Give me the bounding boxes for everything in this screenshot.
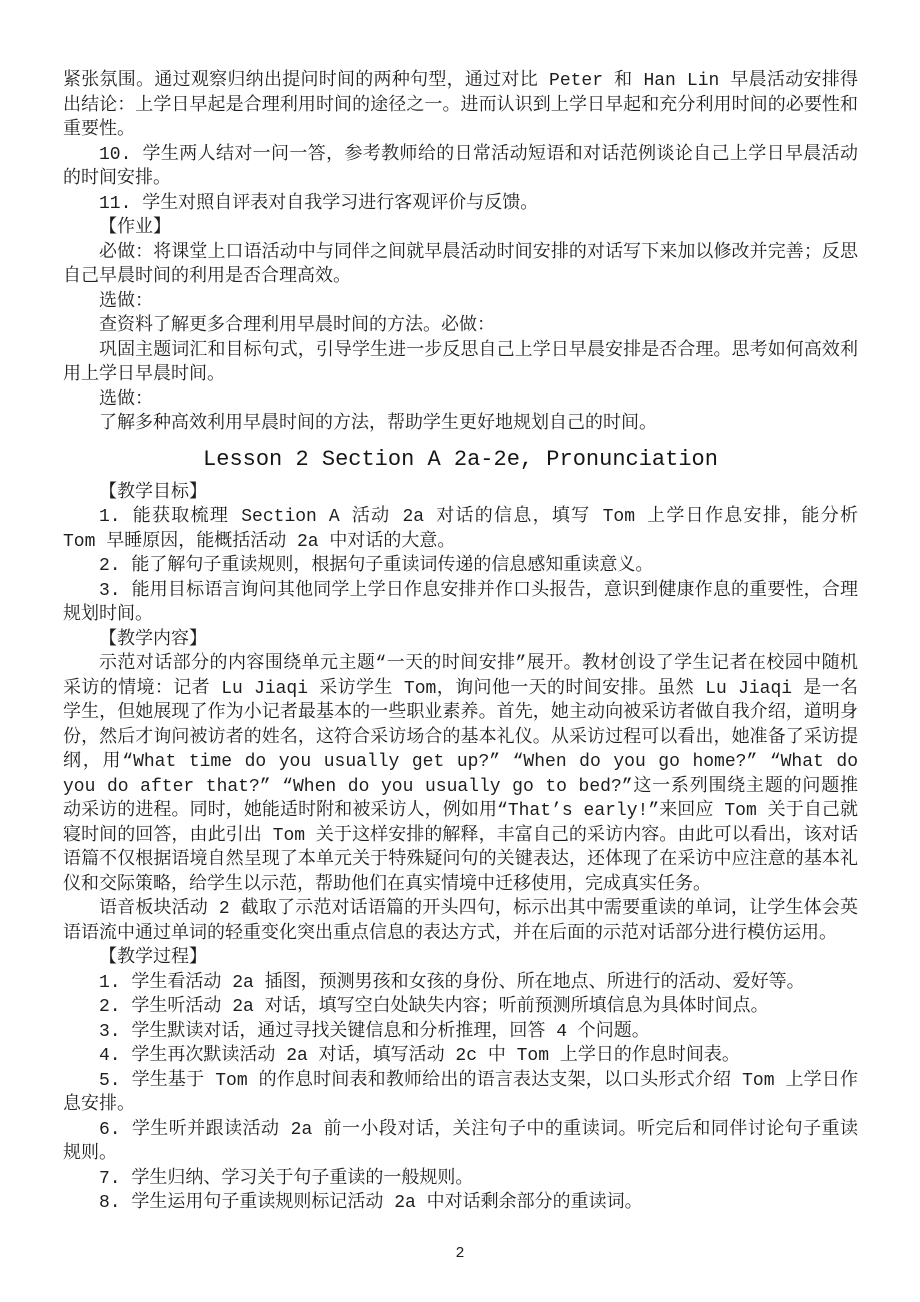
paragraph: 7. 学生归纳、学习关于句子重读的一般规则。 (99, 1168, 474, 1189)
page-number: 2 (455, 1245, 465, 1262)
paragraph: 1. 能获取梳理 Section A 活动 2a 对话的信息，填写 Tom 上学日作息安排，能分析 Tom 早睡原因，能概括活动 2a 中对话的大意。 (63, 507, 858, 552)
paragraph: 2. 学生听活动 2a 对话，填写空白处缺失内容；听前预测所填信息为具体时间点。 (99, 997, 769, 1017)
paragraph: 选做： (99, 389, 153, 410)
paragraph: 2. 能了解句子重读规则，根据句子重读词传递的信息感知重读意义。 (99, 556, 654, 576)
paragraph: 选做： (99, 291, 153, 312)
section-label: 【教学内容】 (99, 629, 207, 650)
section-label: 【教学目标】 (99, 482, 207, 503)
paragraph: 必做：将课堂上口语活动中与同伴之间就早晨活动时间安排的对话写下来加以修改并完善；反思自己早晨时间的利用是否合理高效。 (63, 242, 858, 287)
paragraph: 4. 学生再次默读活动 2a 对话，填写活动 2c 中 Tom 上学日的作息时间表。 (99, 1046, 740, 1066)
paragraph: 紧张氛围。通过观察归纳出提问时间的两种句型，通过对比 Peter 和 Han Lin 早晨活动安排得出结论：上学日早起是合理利用时间的途径之一。进而认识到上学日早起和充分利用时间的必要性和重要性。 (63, 71, 858, 140)
paragraph: 5. 学生基于 Tom 的作息时间表和教师给出的语言表达支架，以口头形式介绍 Tom 上学日作息安排。 (63, 1070, 858, 1115)
paragraph: 1. 学生看活动 2a 插图，预测男孩和女孩的身份、所在地点、所进行的活动、爱好等。 (99, 972, 805, 993)
paragraph: 了解多种高效利用早晨时间的方法，帮助学生更好地规划自己的时间。 (99, 414, 657, 434)
paragraph: 6. 学生听并跟读活动 2a 前一小段对话，关注句子中的重读词。听完后和同伴讨论句子重读规则。 (63, 1119, 858, 1164)
document-body (63, 69, 858, 1216)
paragraph: 11. 学生对照自评表对自我学习进行客观评价与反馈。 (99, 193, 539, 214)
section-label: 【教学过程】 (99, 948, 207, 968)
paragraph: 巩固主题词汇和目标句式，引导学生进一步反思自己上学日早晨安排是否合理。思考如何高效利用上学日早晨时间。 (63, 340, 858, 385)
section-label: 【作业】 (99, 218, 171, 238)
paragraph: 10. 学生两人结对一问一答，参考教师给的日常活动短语和对话范例谈论自己上学日早晨活动的时间安排。 (63, 144, 858, 189)
paragraph: 3. 学生默读对话，通过寻找关键信息和分析推理，回答 4 个问题。 (99, 1021, 650, 1042)
paragraph: 8. 学生运用句子重读规则标记活动 2a 中对话剩余部分的重读词。 (99, 1193, 643, 1213)
lesson-title: Lesson 2 Section A 2a-2e, Pronunciation (203, 446, 718, 472)
paragraph: 语音板块活动 2 截取了示范对话语篇的开头四句，标示出其中需要重读的单词，让学生体会英语语流中通过单词的轻重变化突出重点信息的表达方式，并在后面的示范对话部分进行模仿运用。 (63, 899, 858, 944)
paragraph: 3. 能用目标语言询问其他同学上学日作息安排并作口头报告，意识到健康作息的重要性，合理规划时间。 (63, 580, 858, 625)
paragraph: 查资料了解更多合理利用早晨时间的方法。必做： (99, 316, 495, 336)
paragraph: 示范对话部分的内容围绕单元主题“一天的时间安排”展开。教材创设了学生记者在校园中随机采访的情境：记者 Lu Jiaqi 采访学生 Tom，询问他一天的时间安排。虽然 Lu Jiaqi 是一名学生，但她展现了作为小记者最基本的一些职业素养。首先，她主动向被采访者做自我介绍，道明身份，然后才询问被访者的姓名，这符合采访场合的基本礼仪。从采访过程可以看出，她准备了采访提纲，用“What time do you usually get up?” “When do you go home?” “What do you do after that?” “When do you usually go to bed?”这一系列围绕主题的问题推动采访的进程。同时，她能适时附和被采访人，例如用“That’s early!”来回应 Tom 关于自己就寝时间的回答，由此引出 Tom 关于这样安排的解释，丰富自己的采访内容。由此可以看出，该对话语篇不仅根据语境自然呈现了本单元关于特殊疑问句的关键表达，还体现了在采访中应注意的基本礼仪和交际策略，给学生以示范，帮助他们在真实情境中迁移使用，完成真实任务。 (63, 654, 858, 895)
